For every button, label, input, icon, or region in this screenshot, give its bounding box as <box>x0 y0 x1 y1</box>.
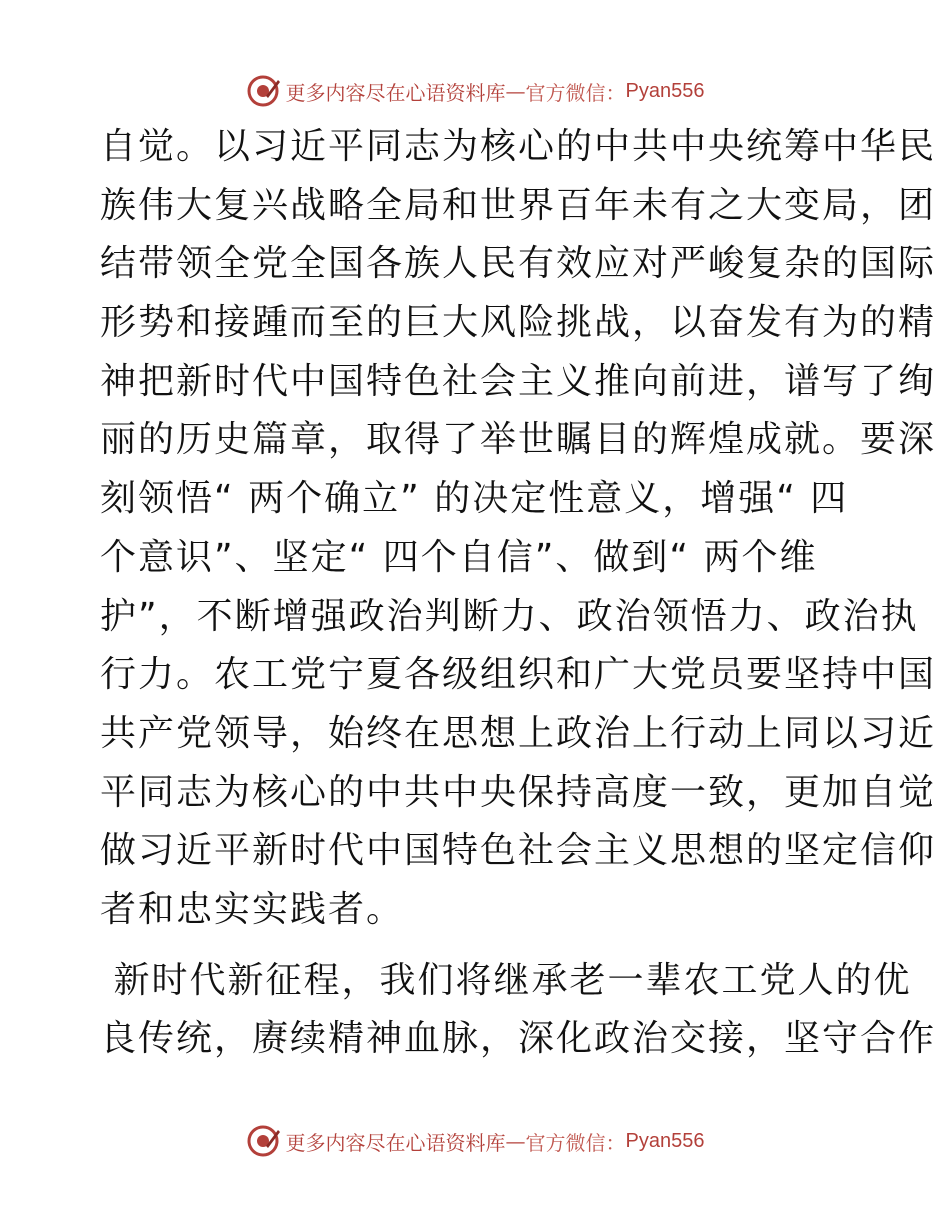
text-line: 神把新时代中国特色社会主义推向前进，谱写了绚 <box>100 360 937 402</box>
text-line: 自觉。以习近平同志为核心的中共中央统筹中华民 <box>100 126 937 167</box>
text-line: 丽的历史篇章，取得了举世瞩目的辉煌成就。要深 <box>100 419 937 461</box>
text-line: 新时代新征程，我们将继承老一辈农工党人的优 <box>100 959 912 1001</box>
pen-logo-icon <box>246 1124 280 1158</box>
header-brand-text: 更多内容尽在心语资料库 <box>285 80 506 105</box>
text-line: 行力。农工党宁夏各级组织和广大党员要坚持中国 <box>100 654 937 696</box>
paragraph-2 <box>100 952 937 1069</box>
header-watermark <box>0 71 950 111</box>
footer-brand-text: 更多内容尽在心语资料库 <box>285 1130 506 1155</box>
header-wechat-label: 官方微信： <box>525 80 626 105</box>
text-line: 形势和接踵而至的巨大风险挑战，以奋发有为的精 <box>100 302 937 344</box>
text-line: 做习近平新时代中国特色社会主义思想的坚定信仰 <box>100 830 937 872</box>
text-line: 个意识”、坚定“ 四个自信”、做到“ 两个维 <box>100 536 818 578</box>
text-line: 结带领全党全国各族人民有效应对严峻复杂的国际 <box>100 243 937 285</box>
pen-logo-icon <box>246 74 280 108</box>
document-body <box>100 118 937 1069</box>
text-line: 护”，不断增强政治判断力、政治领悟力、政治执 <box>100 595 919 637</box>
text-line: 平同志为核心的中共中央保持高度一致，更加自觉 <box>100 771 937 813</box>
footer-wechat-id: Pyan556 <box>625 1129 705 1152</box>
footer-watermark <box>0 1121 950 1161</box>
paragraph-gap <box>100 940 860 952</box>
footer-wechat-label: 官方微信： <box>525 1130 626 1155</box>
text-line: 良传统，赓续精神血脉，深化政治交接，坚守合作 <box>100 1018 937 1060</box>
paragraph-1 <box>100 118 937 940</box>
header-separator: — <box>505 79 526 103</box>
text-line: 族伟大复兴战略全局和世界百年未有之大变局，团 <box>100 184 937 226</box>
text-line: 刻领悟“ 两个确立” 的决定性意义，增强“ 四 <box>100 478 849 520</box>
text-line: 者和忠实实践者。 <box>100 888 405 930</box>
footer-separator: — <box>505 1129 526 1153</box>
header-wechat-id: Pyan556 <box>625 79 705 102</box>
text-line: 共产党领导，始终在思想上政治上行动上同以习近 <box>100 712 937 754</box>
